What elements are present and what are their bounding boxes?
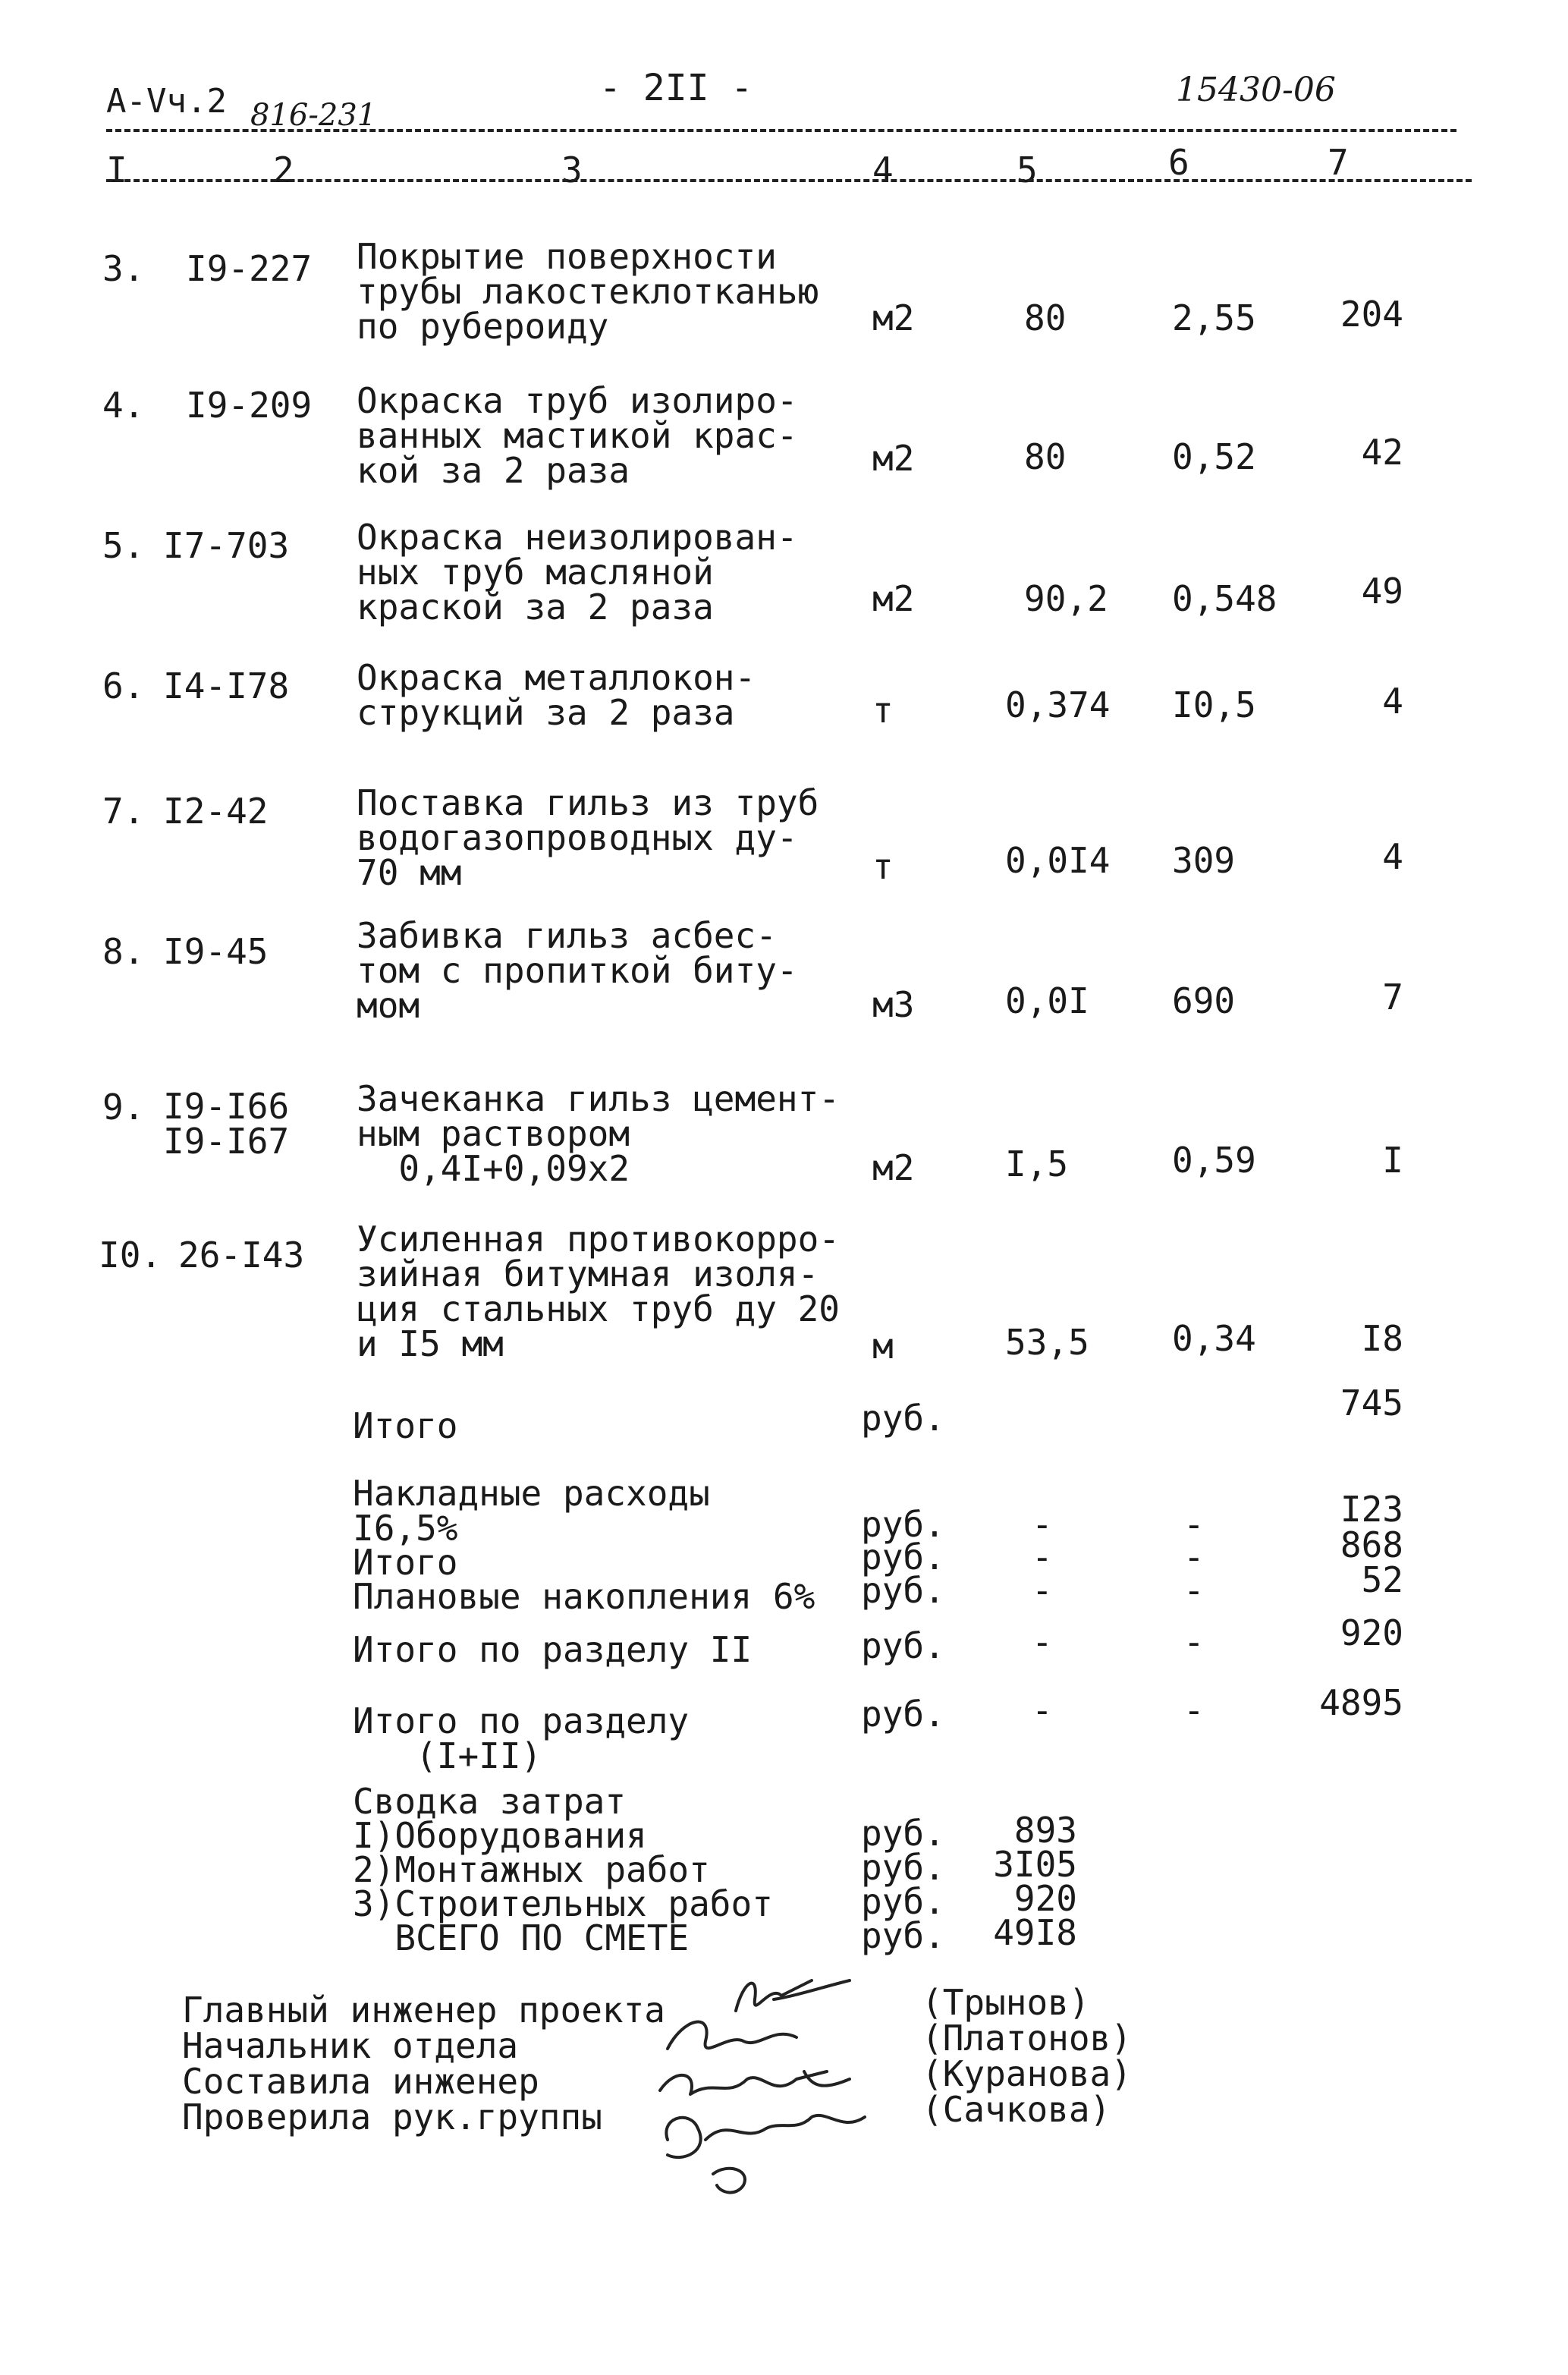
row-price: I0,5 <box>1172 684 1256 725</box>
signature-role: Проверила рук.группы <box>182 2097 602 2138</box>
row-number: 5. <box>102 525 145 566</box>
total-value: 4895 <box>1319 1682 1403 1723</box>
row-price: 0,548 <box>1172 578 1277 619</box>
row-total: I8 <box>1361 1318 1403 1359</box>
total-price: - <box>1183 1570 1205 1611</box>
row-quantity: 0,0I4 <box>1005 840 1111 881</box>
total-label: Итого по разделу II <box>353 1629 753 1670</box>
row-total: 49 <box>1361 571 1403 612</box>
row-code: I2-42 <box>163 791 269 832</box>
row-unit: м2 <box>872 1147 915 1188</box>
row-description: Забивка гильз асбес- том с пропиткой биту- мом <box>357 915 798 1026</box>
doc-code: А-Vч.2 <box>106 82 227 121</box>
row-number: 4. <box>102 385 145 426</box>
total-unit: руб. <box>861 1398 945 1439</box>
total-quantity: - <box>1032 1537 1053 1578</box>
row-quantity: 80 <box>1024 297 1067 338</box>
total-quantity: - <box>1032 1622 1053 1662</box>
total-value: 745 <box>1340 1383 1403 1423</box>
row-description: Усиленная противокорро- зийная битумная изоля- ция стальных труб ду 20 и I5 мм <box>357 1219 840 1364</box>
summary-title: Сводка затрат <box>353 1781 627 1822</box>
row-quantity: 0,0I <box>1005 980 1089 1021</box>
row-description: Окраска труб изолиро- ванных мастикой крас- кой за 2 раза <box>357 380 798 491</box>
col-num-4: 4 <box>872 149 894 190</box>
summary-unit: руб. <box>861 1847 945 1888</box>
row-code: I7-703 <box>163 525 290 566</box>
row-total: 42 <box>1361 432 1403 473</box>
row-price: 2,55 <box>1172 297 1256 338</box>
row-description: Окраска неизолирован- ных труб масляной краской за 2 раза <box>357 517 798 628</box>
col-num-5: 5 <box>1017 149 1038 190</box>
row-unit: т <box>872 690 894 731</box>
row-price: 690 <box>1172 980 1236 1021</box>
row-price: 309 <box>1172 840 1236 881</box>
summary-unit: руб. <box>861 1881 945 1922</box>
row-total: 4 <box>1382 681 1403 722</box>
summary-label: ВСЕГО ПО СМЕТЕ <box>353 1917 690 1958</box>
row-unit: м2 <box>872 438 915 479</box>
signature-role: Составила инженер <box>182 2061 539 2102</box>
col-num-3: 3 <box>561 149 583 190</box>
handwritten-right-number: 15430-06 <box>1176 71 1336 109</box>
row-number: 3. <box>102 248 145 289</box>
summary-label: 3)Строительных работ <box>353 1883 773 1924</box>
row-code: I9-I66 I9-I67 <box>163 1086 290 1162</box>
row-quantity: 53,5 <box>1005 1322 1089 1363</box>
total-unit: руб. <box>861 1570 945 1611</box>
row-number: I0. <box>99 1235 162 1276</box>
col-num-6: 6 <box>1168 142 1189 183</box>
row-quantity: 80 <box>1024 436 1067 477</box>
row-description: Покрытие поверхности трубы лакостеклотканью по рубероиду <box>357 236 819 347</box>
col-num-7: 7 <box>1328 142 1349 183</box>
row-total: 7 <box>1382 977 1403 1018</box>
total-label: Итого <box>353 1405 458 1446</box>
row-description: Окраска металлокон- струкций за 2 раза <box>357 657 756 733</box>
total-value: 52 <box>1361 1559 1403 1600</box>
row-code: I9-209 <box>186 385 313 426</box>
signature-role: Главный инженер проекта <box>182 1990 665 2031</box>
total-unit: руб. <box>861 1694 945 1735</box>
row-price: 0,59 <box>1172 1140 1256 1181</box>
row-unit: м <box>872 1326 894 1367</box>
row-quantity: I,5 <box>1005 1143 1069 1184</box>
row-code: I4-I78 <box>163 665 290 706</box>
summary-unit: руб. <box>861 1813 945 1854</box>
total-quantity: - <box>1032 1504 1053 1545</box>
row-price: 0,34 <box>1172 1318 1256 1359</box>
handwritten-left-number: 816-231 <box>250 98 377 133</box>
signature-name: (Сачкова) <box>922 2089 1111 2130</box>
signature-name: (Платонов) <box>922 2018 1132 2059</box>
summary-unit: руб. <box>861 1915 945 1956</box>
row-description: Зачеканка гильз цемент- ным раствором 0,4I+0,09х2 <box>357 1078 840 1189</box>
row-number: 7. <box>102 791 145 832</box>
total-unit: руб. <box>861 1625 945 1666</box>
col-num-2: 2 <box>273 149 294 190</box>
row-total: 204 <box>1340 294 1403 335</box>
row-total: I <box>1382 1140 1403 1181</box>
page-number: - 2II - <box>599 67 753 109</box>
row-unit: м2 <box>872 297 915 338</box>
row-number: 9. <box>102 1087 145 1128</box>
summary-value: 893 <box>1013 1810 1077 1851</box>
summary-value: 920 <box>1013 1878 1077 1919</box>
total-quantity: - <box>1032 1570 1053 1611</box>
total-value: 868 <box>1340 1524 1403 1565</box>
signature-name: (Куранова) <box>922 2053 1132 2094</box>
total-price: - <box>1183 1690 1205 1731</box>
summary-label: I)Оборудования <box>353 1815 647 1856</box>
total-label: Итого по разделу (I+II) <box>353 1700 690 1776</box>
total-unit: руб. <box>861 1537 945 1578</box>
summary-label: 2)Монтажных работ <box>353 1849 710 1890</box>
handwritten-signatures <box>622 1965 895 2208</box>
total-label: Итого <box>353 1542 458 1583</box>
total-label: Плановые накопления 6% <box>353 1576 815 1617</box>
row-description: Поставка гильз из труб водогазопроводных ду- 70 мм <box>357 782 819 893</box>
row-quantity: 0,374 <box>1005 684 1111 725</box>
row-unit: т <box>872 846 894 887</box>
summary-value: 49I8 <box>993 1912 1077 1953</box>
row-number: 8. <box>102 931 145 972</box>
col-num-1: I <box>106 149 127 190</box>
row-number: 6. <box>102 665 145 706</box>
total-price: - <box>1183 1504 1205 1545</box>
row-code: I9-227 <box>186 248 313 289</box>
signature-role: Начальник отдела <box>182 2025 519 2066</box>
row-code: 26-I43 <box>178 1235 305 1276</box>
row-quantity: 90,2 <box>1024 578 1108 619</box>
row-unit: м3 <box>872 984 915 1025</box>
summary-value: 3I05 <box>993 1844 1077 1885</box>
row-unit: м2 <box>872 578 915 619</box>
total-quantity: - <box>1032 1690 1053 1731</box>
row-code: I9-45 <box>163 931 269 972</box>
total-value: I23 <box>1340 1489 1403 1530</box>
header-divider-top <box>106 129 1456 132</box>
total-label: Накладные расходы I6,5% <box>353 1473 710 1549</box>
total-unit: руб. <box>861 1504 945 1545</box>
row-total: 4 <box>1382 836 1403 877</box>
total-price: - <box>1183 1537 1205 1578</box>
total-value: 920 <box>1340 1612 1403 1653</box>
total-price: - <box>1183 1622 1205 1662</box>
signature-name: (Трынов) <box>922 1982 1090 2023</box>
header-divider-bottom <box>106 179 1472 182</box>
row-price: 0,52 <box>1172 436 1256 477</box>
